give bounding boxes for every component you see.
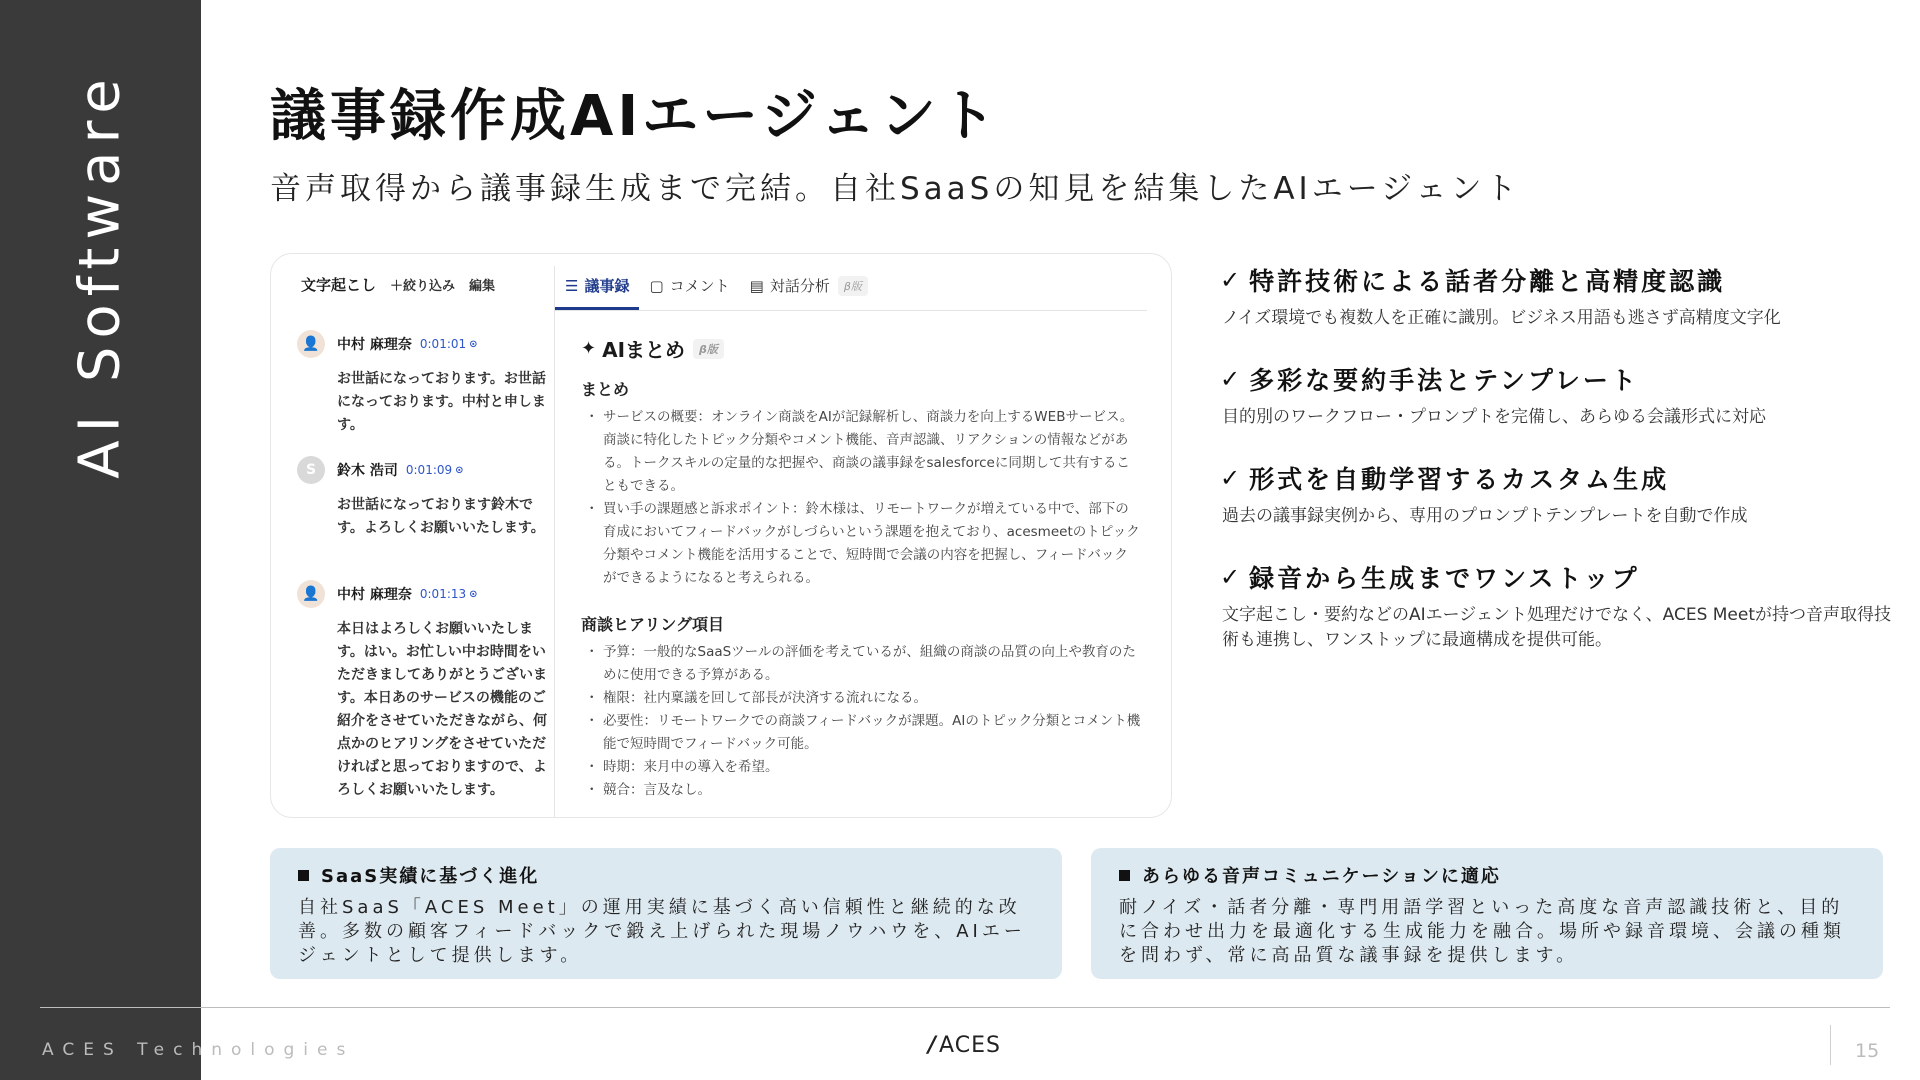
page-number: 15 <box>1855 1040 1880 1062</box>
avatar: S <box>297 456 325 484</box>
utterance-text: お世話になっております。お世話になっております。中村と申します。 <box>337 371 546 433</box>
list-item: ・ サービスの概要：オンライン商談をAIが記録解析し、商談力を向上するWEBサービス。商談に特化したトピック分類やコメント機能、音声認識、リアクションの情報などがある。トークスキルの定量的な把握や、商談の議事録をsalesforceに同期して共有することもできる。 <box>603 406 1141 498</box>
timestamp-link[interactable]: 0:01:01 <box>419 337 467 351</box>
square-bullet-icon <box>298 870 309 881</box>
tab-label: 議事録 <box>584 277 630 295</box>
card-title: SaaS実績に基づく進化 <box>321 866 540 887</box>
card-title: あらゆる音声コミュニケーションに適応 <box>1142 866 1501 887</box>
tab-label: 対話分析 <box>769 277 830 295</box>
feature-text: ノイズ環境でも複数人を正確に識別。ビジネス用語も逃さず高精度文字化 <box>1222 308 1781 328</box>
tab-minutes[interactable] <box>555 275 639 310</box>
list-item: ・ 権限：社内稟議を回して部長が決済する流れになる。 <box>603 687 1141 710</box>
avatar: 👤 <box>297 580 325 608</box>
check-icon: ✓ <box>1220 464 1244 492</box>
chart-icon: ▤ <box>749 276 764 295</box>
info-card-saas <box>270 848 1062 979</box>
feature-item <box>1220 559 1900 653</box>
summary-section-heading: まとめ <box>581 380 630 399</box>
ai-summary-panel <box>581 334 1141 802</box>
filter-button[interactable]: ＋絞り込み <box>390 279 456 294</box>
list-item: ・ 必要性：リモートワークでの商談フィードバックが課題。AIのトピック分類とコメント機能で短時間でフィードバック可能。 <box>603 710 1141 756</box>
tab-analysis[interactable] <box>740 275 878 310</box>
feature-item <box>1220 460 1900 529</box>
play-icon[interactable]: ⊙ <box>469 588 478 600</box>
feature-title: 形式を自動学習するカスタム生成 <box>1249 465 1670 494</box>
tab-bar <box>555 254 1147 311</box>
ai-summary-heading: AIまとめ <box>602 338 686 362</box>
timestamp-link[interactable]: 0:01:13 <box>419 587 467 601</box>
sidebar-label: AI Software <box>67 71 133 479</box>
feature-text: 文字起こし・要約などのAIエージェント処理だけでなく、ACES Meetが持つ音声取得技術も連携し、ワンストップに最適構成を提供可能。 <box>1222 605 1892 650</box>
feature-text: 目的別のワークフロー・プロンプトを完備し、あらゆる会議形式に対応 <box>1222 407 1766 427</box>
column-divider <box>554 266 555 817</box>
feature-text: 過去の議事録実例から、専用のプロンプトテンプレートを自動で作成 <box>1222 506 1748 526</box>
logo-mark-icon: / <box>928 1033 938 1058</box>
list-icon: ☰ <box>565 276 579 295</box>
list-item: ・ 買い手の課題感と訴求ポイント：鈴木様は、リモートワークが増えている中で、部下の育成においてフィードバックがしづらいという課題を抱えており、acesmeetのトピック分類やコメント機能を活用することで、短時間で会議の内容を把握し、フィードバックができるようになると考えられる。 <box>603 498 1141 590</box>
feature-title: 録音から生成までワンストップ <box>1249 564 1640 593</box>
edit-button[interactable]: 編集 <box>469 279 496 294</box>
list-item: ・ 時期：来月中の導入を希望。 <box>603 756 1141 779</box>
transcript-entry <box>297 580 547 802</box>
sidebar <box>0 0 201 1080</box>
footer-company: ACES Technologies <box>42 1040 355 1060</box>
card-text: 耐ノイズ・話者分離・専門用語学習といった高度な音声認識技術と、目的に合わせ出力を最適化する生成能力を融合。場所や録音環境、会議の種類を問わず、常に高品質な議事録を提供します。 <box>1119 897 1845 966</box>
speaker-name: 鈴木 浩司 <box>337 463 398 479</box>
app-screenshot <box>270 253 1172 818</box>
check-icon: ✓ <box>1220 266 1244 294</box>
tab-comments[interactable] <box>639 275 739 310</box>
transcript-entry <box>297 330 547 437</box>
logo-text: ACES <box>939 1033 1001 1058</box>
utterance-text: 本日はよろしくお願いいたします。はい。お忙しい中お時間をいただきましてありがとうございます。本日あのサービスの機能のご紹介をさせていただきながら、何点かのヒアリングをさせていただければと思っておりますので、よろしくお願いいたします。 <box>337 621 547 798</box>
aces-logo <box>928 1033 1001 1058</box>
hearing-section-heading: 商談ヒアリング項目 <box>581 615 725 634</box>
feature-item <box>1220 262 1900 331</box>
timestamp-link[interactable]: 0:01:09 <box>405 463 453 477</box>
footer-divider <box>40 1007 1890 1008</box>
utterance-text: お世話になっております鈴木です。よろしくお願いいたします。 <box>337 497 545 536</box>
check-icon: ✓ <box>1220 563 1244 591</box>
page-subtitle: 音声取得から議事録生成まで完結。自社SaaSの知見を結集したAIエージェント <box>270 171 1521 207</box>
hearing-list <box>581 641 1141 802</box>
comment-icon: ▢ <box>649 276 664 295</box>
info-card-voice <box>1091 848 1883 979</box>
page-title: 議事録作成AIエージェント <box>270 84 1000 149</box>
list-item: ・ 競合：言及なし。 <box>603 779 1141 802</box>
feature-item <box>1220 361 1900 430</box>
transcript-title: 文字起こし <box>301 276 377 294</box>
check-icon: ✓ <box>1220 365 1244 393</box>
square-bullet-icon <box>1119 870 1130 881</box>
page-divider <box>1830 1025 1831 1065</box>
feature-title: 特許技術による話者分離と高精度認識 <box>1249 267 1726 296</box>
feature-list <box>1220 262 1900 683</box>
speaker-name: 中村 麻理奈 <box>337 587 412 603</box>
card-text: 自社SaaS「ACES Meet」の運用実績に基づく高い信頼性と継続的な改善。多数の顧客フィードバックで鍛え上げられた現場ノウハウを、AIエージェントとして提供します。 <box>298 897 1026 966</box>
avatar: 👤 <box>297 330 325 358</box>
feature-title: 多彩な要約手法とテンプレート <box>1249 366 1639 395</box>
play-icon[interactable]: ⊙ <box>469 338 478 350</box>
speaker-name: 中村 麻理奈 <box>337 337 412 353</box>
beta-badge: β版 <box>693 339 724 359</box>
transcript-entry <box>297 456 547 540</box>
play-icon[interactable]: ⊙ <box>455 464 464 476</box>
beta-badge: β版 <box>838 276 868 296</box>
transcript-header <box>301 274 531 295</box>
summary-list <box>581 406 1141 590</box>
sparkle-icon: ✦ <box>581 338 597 359</box>
list-item: ・ 予算：一般的なSaaSツールの評価を考えているが、組織の商談の品質の向上や教育のために使用できる予算がある。 <box>603 641 1141 687</box>
tab-label: コメント <box>669 277 730 295</box>
